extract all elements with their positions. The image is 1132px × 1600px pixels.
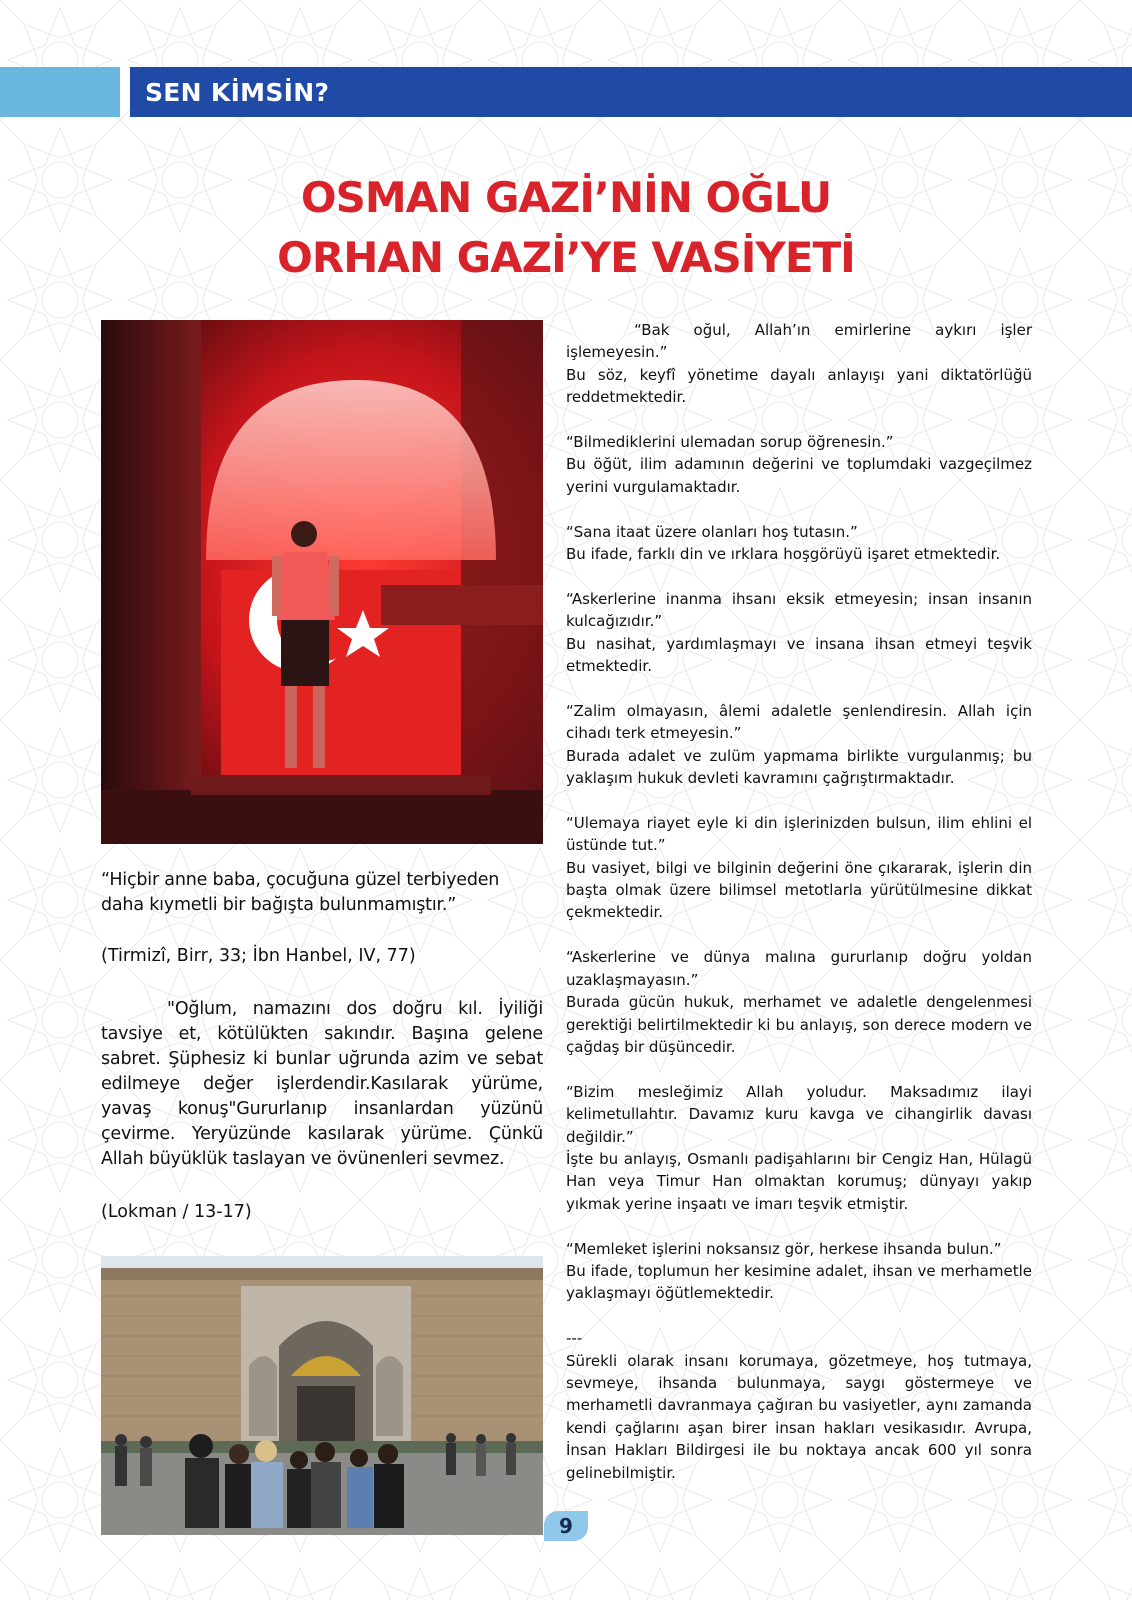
page-title: [0, 168, 1132, 288]
advice-item: [566, 700, 1032, 790]
advice-item: [566, 1238, 1032, 1305]
conclusion: [566, 1327, 1032, 1484]
group-photo: [101, 1256, 543, 1535]
page-number: 9: [544, 1511, 588, 1541]
separator: ---: [566, 1329, 583, 1348]
advice-item: [566, 319, 1032, 409]
hadith-quote: “Hiçbir anne baba, çocuğuna güzel terbiyeden daha kıymetli bir bağışta bulunmamıştır.”: [101, 870, 500, 915]
advice-item: [566, 1081, 1032, 1215]
verse-text: [101, 997, 543, 1172]
advice-quote: “Sana itaat üzere olanları hoş tutasın.”: [566, 522, 858, 541]
title-line-1: OSMAN GAZİ’NİN OĞLU: [300, 173, 832, 222]
advice-comment: Bu ifade, farklı din ve ırklara hoşgörüyü işaret etmektedir.: [566, 545, 1001, 564]
advice-quote: “Bilmediklerini ulemadan sorup öğrenesin.”: [566, 433, 894, 452]
conclusion-text: Sürekli olarak insanı korumaya, gözetmeye, hoş tutmaya, sevmeye, ihsanda bulunmaya, saygı göstermeye ve merhametli davranmaya çağıran bu vasiyetler, aynı zamanda kendi çağlarını aşan birer insan hakları vesikasıdır. Avrupa, İnsan Hakları Bildirgesi ile bu noktaya ancak 600 yıl sonra gelinebilmiştir.: [566, 1351, 1032, 1482]
section-header: [130, 67, 1132, 117]
flag-photo: [101, 320, 543, 844]
advice-quote: “Askerlerine ve dünya malına gururlanıp doğru yoldan uzaklaşmayasın.”: [566, 948, 1032, 989]
advice-quote: “Zalim olmayasın, âlemi adaletle şenlendiresin. Allah için cihadı terk etmeyesin.”: [566, 701, 1032, 743]
advice-quote: “Bak oğul, Allah’ın emirlerine aykırı işler işlemeyesin.”: [566, 321, 1032, 362]
advice-comment: Bu öğüt, ilim adamının değerini ve toplumdaki vazgeçilmez yerini vurgulamaktadır.: [566, 455, 1032, 496]
header-accent-block: [0, 67, 120, 117]
advice-item: [566, 812, 1032, 924]
advice-comment: Burada gücün hukuk, merhamet ve adaletle dengelenmesi gerektiği belirtilmektedir ki bu anlayış, son derece modern ve çağdaş bir düşüncedir.: [566, 993, 1032, 1056]
advice-comment: Burada adalet ve zulüm yapmama birlikte vurgulanmış; bu yaklaşım hukuk devleti kavramını çağrıştırmaktadır.: [566, 746, 1032, 788]
title-line-2: ORHAN GAZİ’YE VASİYETİ: [277, 233, 855, 282]
advice-item: [566, 946, 1032, 1058]
verse-source: (Lokman / 13-17): [101, 1202, 252, 1222]
advice-comment: Bu nasihat, yardımlaşmayı ve insana ihsan etmeyi teşvik etmektedir.: [566, 634, 1032, 676]
advice-comment: Bu söz, keyfî yönetime dayalı anlayışı yani diktatörlüğü reddetmektedir.: [566, 365, 1032, 407]
advice-comment: Bu vasiyet, bilgi ve bilginin değerini öne çıkararak, işlerin din başta olmak üzere bilimsel metotlarla yürütülmesine dikkat çekmektedir.: [566, 858, 1032, 922]
hadith-source: (Tirmizî, Birr, 33; İbn Hanbel, IV, 77): [101, 946, 416, 966]
advice-quote: “Ulemaya riayet eyle ki din işlerinizden bulsun, ilim ehlini el üstünde tut.”: [566, 813, 1032, 855]
advice-quote: “Askerlerine inanma ihsanı eksik etmeyesin; insan insanın kulcağızıdır.”: [566, 589, 1032, 631]
verse-body: "Oğlum, namazını dos doğru kıl. İyiliği tavsiye et, kötülükten sakındır. Başına gelene sabret. Şüphesiz ki bunlar uğrunda azim ve sebat edilmeye değer işlerdendir.Kasılarak yürüme, yavaş konuş"Gururlanıp insanlardan yüzünü çevirme. Yeryüzünde kasılarak yürüme. Çünkü Allah büyüklük taslayan ve övünenleri sevmez.: [101, 999, 543, 1169]
advice-item: [566, 521, 1032, 566]
advice-comment: Bu ifade, toplumun her kesimine adalet, ihsan ve merhametle yaklaşmayı öğütlemektedir.: [566, 1261, 1032, 1303]
section-title: SEN KİMSİN?: [145, 77, 330, 107]
advice-comment: İşte bu anlayış, Osmanlı padişahlarını bir Cengiz Han, Hülagü Han veya Timur Han olmaktan korumuş; dünyayı yakıp yıkmak yerine inşaatı ve imarı teşvik etmiştir.: [566, 1149, 1032, 1213]
advice-column: [566, 319, 1032, 1484]
advice-item: [566, 431, 1032, 498]
advice-item: [566, 588, 1032, 678]
advice-quote: “Memleket işlerini noksansız gör, herkese ihsanda bulun.”: [566, 1239, 1002, 1258]
advice-quote: “Bizim mesleğimiz Allah yoludur. Maksadımız ilayi kelimetullahtır. Davamız kuru kavga ve cihangirlik davası değildir.”: [566, 1082, 1032, 1146]
